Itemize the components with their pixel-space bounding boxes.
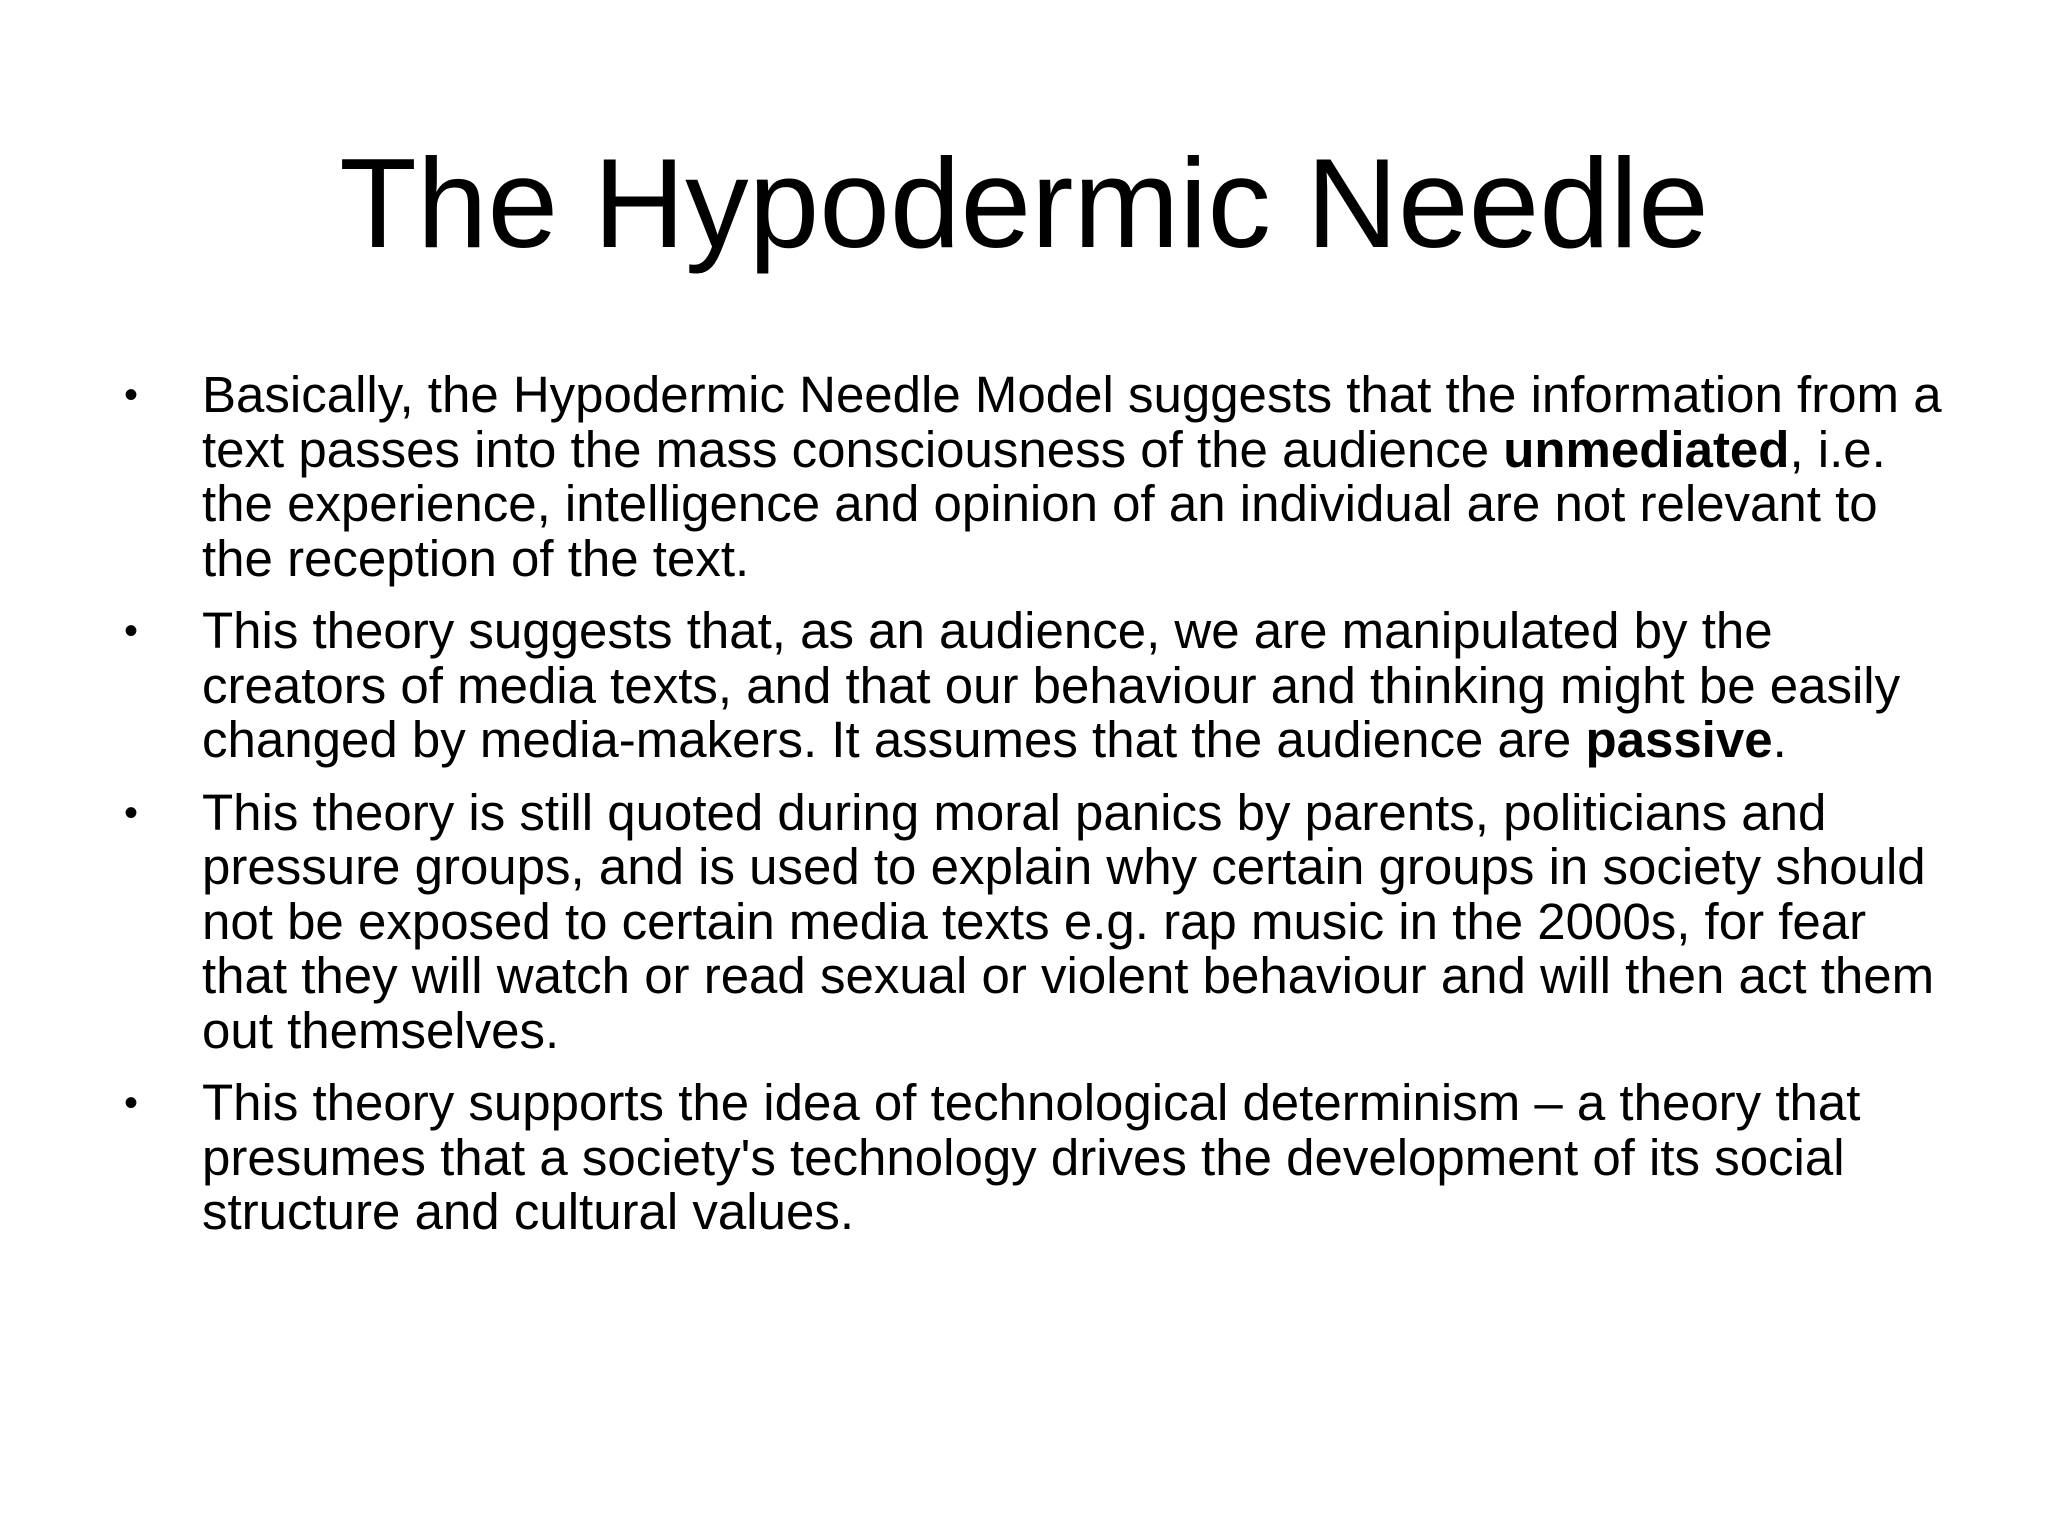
bullet-item-moral-panics [0,783,1962,1059]
bullet-text: This theory suggests that, as an audience, we are manipulated by the creators of media texts, and that our behaviour and thinking might be easily changed by media-makers. It assumes that the audience are [202,602,1901,768]
bullet-text: . [1772,711,1787,768]
bullet-dot-icon: • [124,1081,139,1125]
bullet-item-passive [0,604,1962,768]
slide-title: The Hypodermic Needle [339,132,1709,274]
bullet-item-unmediated [0,368,1962,586]
bullet-dot-icon: • [124,790,139,835]
bold-term-unmediated: unmediated [1503,420,1790,478]
bullet-text: This theory is still quoted during moral panics by parents, politicians and pressure groups, and is used to explain why certain groups in society should not be exposed to certain media texts e.g. rap music in the 2000s, for fear that they will watch or read sexual or violent behaviour and will then act them out themselves. [202,783,1935,1059]
bullet-item-technological-determinism [0,1076,1962,1240]
bold-term-passive: passive [1585,711,1773,768]
bullet-list [0,368,2048,1258]
bullet-text: This theory supports the idea of technological determinism – a theory that presumes that a society's technology drives the development of its social structure and cultural values. [202,1074,1861,1240]
bullet-text: , i.e. the experience, intelligence and opinion of an individual are not relevant to the reception of the text. [202,420,1886,587]
bullet-text: Basically, the Hypodermic Needle Model suggests that the information from a text passes into the mass consciousness of the audience [202,366,1942,478]
bullet-dot-icon: • [124,609,139,653]
bullet-dot-icon: • [124,373,139,417]
